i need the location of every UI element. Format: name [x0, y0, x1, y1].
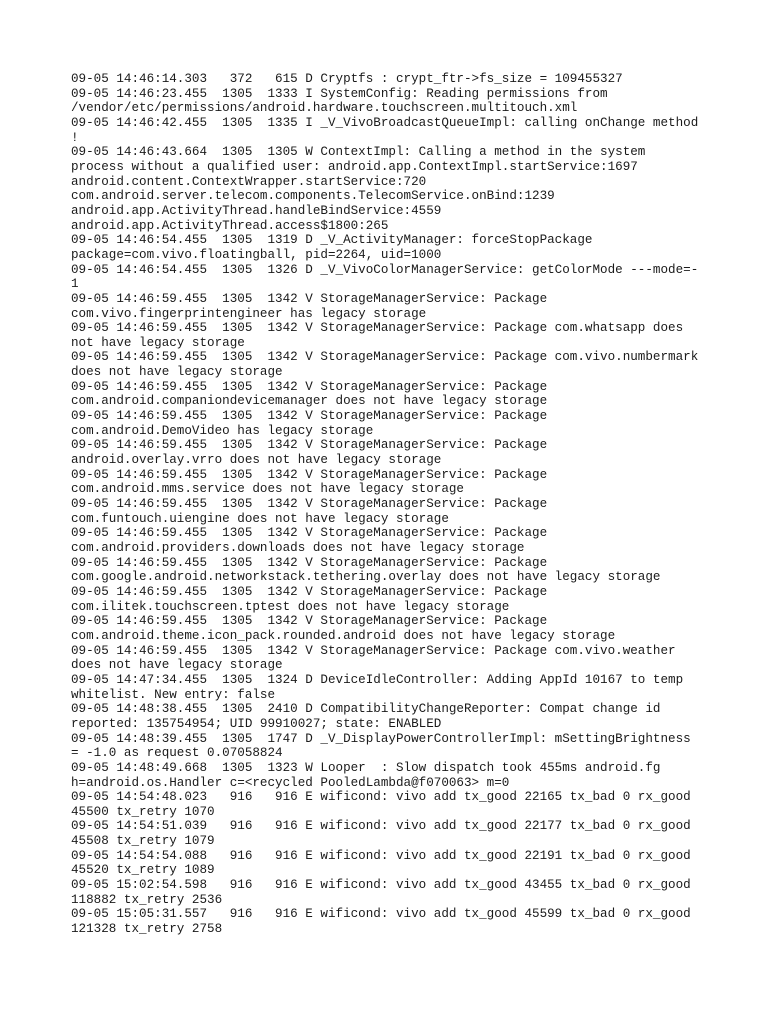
log-line: 09-05 14:46:59.455 1305 1342 V StorageManagerService: Package — [71, 409, 548, 424]
log-line: 45500 tx_retry 1070 — [71, 804, 215, 819]
log-line: com.google.android.networkstack.tethering.overlay does not have legacy storage — [71, 570, 661, 585]
log-line: 09-05 14:46:42.455 1305 1335 I _V_VivoBroadcastQueueImpl: calling onChange method — [71, 115, 699, 130]
log-line: android.app.ActivityThread.access$1800:265 — [71, 218, 389, 233]
log-line: 09-05 14:46:43.664 1305 1305 W ContextImpl: Calling a method in the system — [71, 145, 646, 160]
log-line: 09-05 14:46:54.455 1305 1326 D _V_VivoColorManagerService: getColorMode ---mode=- — [71, 262, 699, 277]
log-line: 09-05 14:46:59.455 1305 1342 V StorageManagerService: Package — [71, 526, 548, 541]
log-line: com.android.mms.service does not have legacy storage — [71, 482, 464, 497]
log-line: 09-05 14:54:51.039 916 916 E wificond: vivo add tx_good 22177 tx_bad 0 rx_good — [71, 819, 691, 834]
log-line: com.funtouch.uiengine does not have legacy storage — [71, 511, 449, 526]
log-line: 09-05 14:46:23.455 1305 1333 I SystemConfig: Reading permissions from — [71, 86, 608, 101]
log-line: 09-05 14:46:54.455 1305 1319 D _V_ActivityManager: forceStopPackage — [71, 233, 593, 248]
log-line: 09-05 14:46:14.303 372 615 D Cryptfs : crypt_ftr->fs_size = 109455327 — [71, 72, 623, 86]
log-line: android.overlay.vrro does not have legacy storage — [71, 453, 442, 468]
log-line: 1 — [71, 277, 79, 292]
log-line: 45508 tx_retry 1079 — [71, 834, 215, 849]
log-document — [71, 72, 711, 937]
log-line: 09-05 14:46:59.455 1305 1342 V StorageManagerService: Package com.vivo.weather — [71, 643, 676, 658]
log-line: ! — [71, 130, 79, 145]
log-line: 09-05 14:46:59.455 1305 1342 V StorageManagerService: Package com.whatsapp does — [71, 321, 684, 336]
log-line: package=com.vivo.floatingball, pid=2264, uid=1000 — [71, 247, 442, 262]
log-line: 121328 tx_retry 2758 — [71, 922, 223, 937]
log-line: 09-05 14:48:49.668 1305 1323 W Looper : Slow dispatch took 455ms android.fg — [71, 760, 661, 775]
log-line: 09-05 14:48:38.455 1305 2410 D CompatibilityChangeReporter: Compat change id — [71, 702, 661, 717]
log-line: 09-05 14:46:59.455 1305 1342 V StorageManagerService: Package — [71, 438, 548, 453]
log-line: 09-05 14:47:34.455 1305 1324 D DeviceIdleController: Adding AppId 10167 to temp — [71, 672, 684, 687]
log-line: 45520 tx_retry 1089 — [71, 863, 215, 878]
log-line: android.app.ActivityThread.handleBindService:4559 — [71, 203, 442, 218]
log-line: com.android.companiondevicemanager does not have legacy storage — [71, 394, 548, 409]
log-line: 118882 tx_retry 2536 — [71, 892, 223, 907]
log-line: does not have legacy storage — [71, 658, 283, 673]
log-line: com.vivo.fingerprintengineer has legacy storage — [71, 306, 427, 321]
log-line: com.ilitek.touchscreen.tptest does not have legacy storage — [71, 599, 510, 614]
log-line: 09-05 14:48:39.455 1305 1747 D _V_DisplayPowerControllerImpl: mSettingBrightness — [71, 731, 691, 746]
log-line: 09-05 15:02:54.598 916 916 E wificond: vivo add tx_good 43455 tx_bad 0 rx_good — [71, 878, 691, 893]
log-line: com.android.theme.icon_pack.rounded.android does not have legacy storage — [71, 628, 616, 643]
log-line: h=android.os.Handler c=<recycled PooledLambda@f070063> m=0 — [71, 775, 510, 790]
log-line: 09-05 14:46:59.455 1305 1342 V StorageManagerService: Package com.vivo.numbermark — [71, 350, 699, 365]
log-line: = -1.0 as request 0.07058824 — [71, 746, 283, 761]
log-line: reported: 135754954; UID 99910027; state: ENABLED — [71, 716, 442, 731]
log-line: 09-05 14:46:59.455 1305 1342 V StorageManagerService: Package — [71, 467, 548, 482]
log-line: 09-05 14:54:54.088 916 916 E wificond: vivo add tx_good 22191 tx_bad 0 rx_good — [71, 848, 691, 863]
log-line: 09-05 14:46:59.455 1305 1342 V StorageManagerService: Package — [71, 379, 548, 394]
log-line: 09-05 14:54:48.023 916 916 E wificond: vivo add tx_good 22165 tx_bad 0 rx_good — [71, 790, 691, 805]
log-line: 09-05 14:46:59.455 1305 1342 V StorageManagerService: Package — [71, 497, 548, 512]
log-line: 09-05 15:05:31.557 916 916 E wificond: vivo add tx_good 45599 tx_bad 0 rx_good — [71, 907, 691, 922]
log-line: /vendor/etc/permissions/android.hardware.touchscreen.multitouch.xml — [71, 101, 578, 116]
log-line: com.android.server.telecom.components.TelecomService.onBind:1239 — [71, 189, 555, 204]
log-line: 09-05 14:46:59.455 1305 1342 V StorageManagerService: Package — [71, 614, 548, 629]
log-line: 09-05 14:46:59.455 1305 1342 V StorageManagerService: Package — [71, 555, 548, 570]
log-line: 09-05 14:46:59.455 1305 1342 V StorageManagerService: Package — [71, 291, 548, 306]
log-line: process without a qualified user: android.app.ContextImpl.startService:1697 — [71, 159, 638, 174]
log-line: does not have legacy storage — [71, 365, 283, 380]
log-line: com.android.providers.downloads does not have legacy storage — [71, 541, 525, 555]
log-line: android.content.ContextWrapper.startService:720 — [71, 174, 427, 189]
log-line: com.android.DemoVideo has legacy storage — [71, 423, 374, 438]
log-line: 09-05 14:46:59.455 1305 1342 V StorageManagerService: Package — [71, 584, 548, 599]
log-line: not have legacy storage — [71, 335, 245, 350]
log-line: whitelist. New entry: false — [71, 687, 276, 702]
